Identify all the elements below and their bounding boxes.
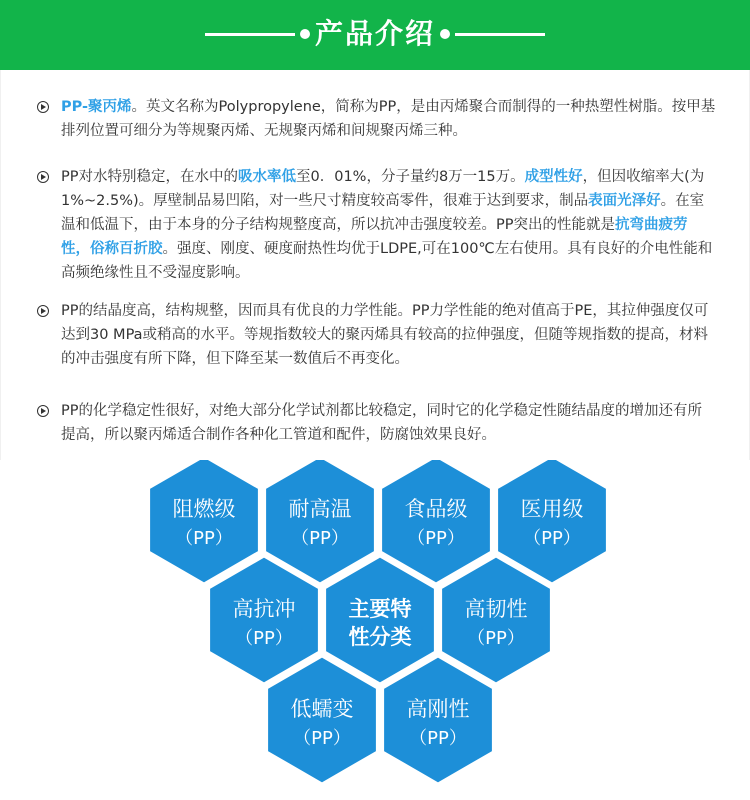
hexagon-label-line1: 高抗冲 bbox=[232, 597, 296, 621]
hexagon-label-line2: （PP） bbox=[293, 728, 351, 749]
paragraph-chemical bbox=[61, 399, 716, 447]
characteristics-hexagon-grid bbox=[0, 460, 750, 800]
hexagon-category bbox=[149, 460, 260, 584]
hexagon-label-line1: 医用级 bbox=[520, 497, 584, 521]
highlight-text: PP-聚丙烯 bbox=[61, 99, 132, 115]
header-right-line bbox=[455, 33, 545, 36]
hexagon-label-line2: （PP） bbox=[175, 528, 233, 549]
bullet-arrow-icon bbox=[37, 405, 49, 417]
bullet-arrow-icon bbox=[37, 101, 49, 113]
body-text: PP的结晶度高，结构规整，因而具有优良的力学性能。PP力学性能的绝对值高于PE，其拉伸强度仅可达到30 MPa或稍高的水平。等规指数较大的聚丙烯具有较高的拉伸强度，但随等规指数的提高，材料的冲击强度有所下降，但下降至某一数值后不再变化。 bbox=[61, 303, 709, 367]
hexagon-label-line1: 主要特 bbox=[348, 597, 412, 621]
hexagon-label-line2: 性分类 bbox=[348, 625, 412, 649]
bullet-arrow-icon bbox=[37, 171, 49, 183]
hexagon-label-line1: 阻燃级 bbox=[172, 497, 236, 521]
paragraph-properties bbox=[61, 165, 716, 285]
highlight-text: 抗弯曲疲劳性，俗称百折胶 bbox=[61, 217, 688, 257]
paragraph-mechanical bbox=[61, 299, 716, 371]
hexagon-category bbox=[383, 656, 494, 784]
hexagon-label-line2: （PP） bbox=[467, 628, 525, 649]
hexagon-diagram bbox=[0, 460, 750, 800]
section-header bbox=[0, 0, 750, 70]
section-title: 产品介绍 bbox=[314, 17, 435, 50]
hexagon-label-line2: （PP） bbox=[235, 628, 293, 649]
body-text: 。在室温和低温下，由于本身的分子结构规整度高，所以抗冲击强度较差。PP突出的性能就是 bbox=[61, 193, 705, 233]
body-text: PP的化学稳定性很好，对绝大部分化学试剂都比较稳定，同时它的化学稳定性随结晶度的增加还有所提高，所以聚丙烯适合制作各种化工管道和配件，防腐蚀效果良好。 bbox=[61, 403, 702, 443]
highlight-text: 成型性好 bbox=[524, 169, 583, 185]
body-text: 。强度、刚度、硬度耐热性均优于LDPE,可在100℃左右使用。具有良好的介电性能和高频绝缘性且不受湿度影响。 bbox=[61, 241, 713, 281]
bullet-arrow-icon bbox=[37, 305, 49, 317]
hexagon-label-line1: 食品级 bbox=[404, 497, 468, 521]
body-text: 至0．01%，分子量约8万一15万。 bbox=[296, 169, 525, 185]
hexagon-label-line2: （PP） bbox=[407, 528, 465, 549]
product-description bbox=[0, 70, 750, 460]
hexagon-label-line1: 高刚性 bbox=[406, 697, 470, 721]
hexagon-label-line1: 低蠕变 bbox=[290, 697, 354, 721]
body-text: 。英文名称为Polypropylene，简称为PP，是由丙烯聚合而制得的一种热塑性树脂。按甲基排列位置可细分为等规聚丙烯、无规聚丙烯和间规聚丙烯三种。 bbox=[61, 99, 716, 139]
highlight-text: 表面光泽好 bbox=[588, 193, 661, 209]
paragraph-intro bbox=[61, 95, 716, 143]
highlight-text: 吸水率低 bbox=[238, 169, 296, 185]
hexagon-label-line2: （PP） bbox=[409, 728, 467, 749]
hexagon-label-line1: 高韧性 bbox=[464, 597, 528, 621]
hexagon-label-line2: （PP） bbox=[523, 528, 581, 549]
hexagon-label-line1: 耐高温 bbox=[288, 497, 352, 521]
body-text: ，但因收缩率大(为1%~2.5%)。厚壁制品易凹陷，对一些尺寸精度较高零件，很难于达到要求，制品 bbox=[61, 169, 705, 209]
header-right-dot bbox=[440, 29, 450, 39]
hexagon-category bbox=[267, 656, 378, 784]
hexagon-label-line2: （PP） bbox=[291, 528, 349, 549]
body-text: PP对水特别稳定，在水中的 bbox=[61, 169, 238, 185]
hexagon-shape bbox=[149, 460, 260, 584]
